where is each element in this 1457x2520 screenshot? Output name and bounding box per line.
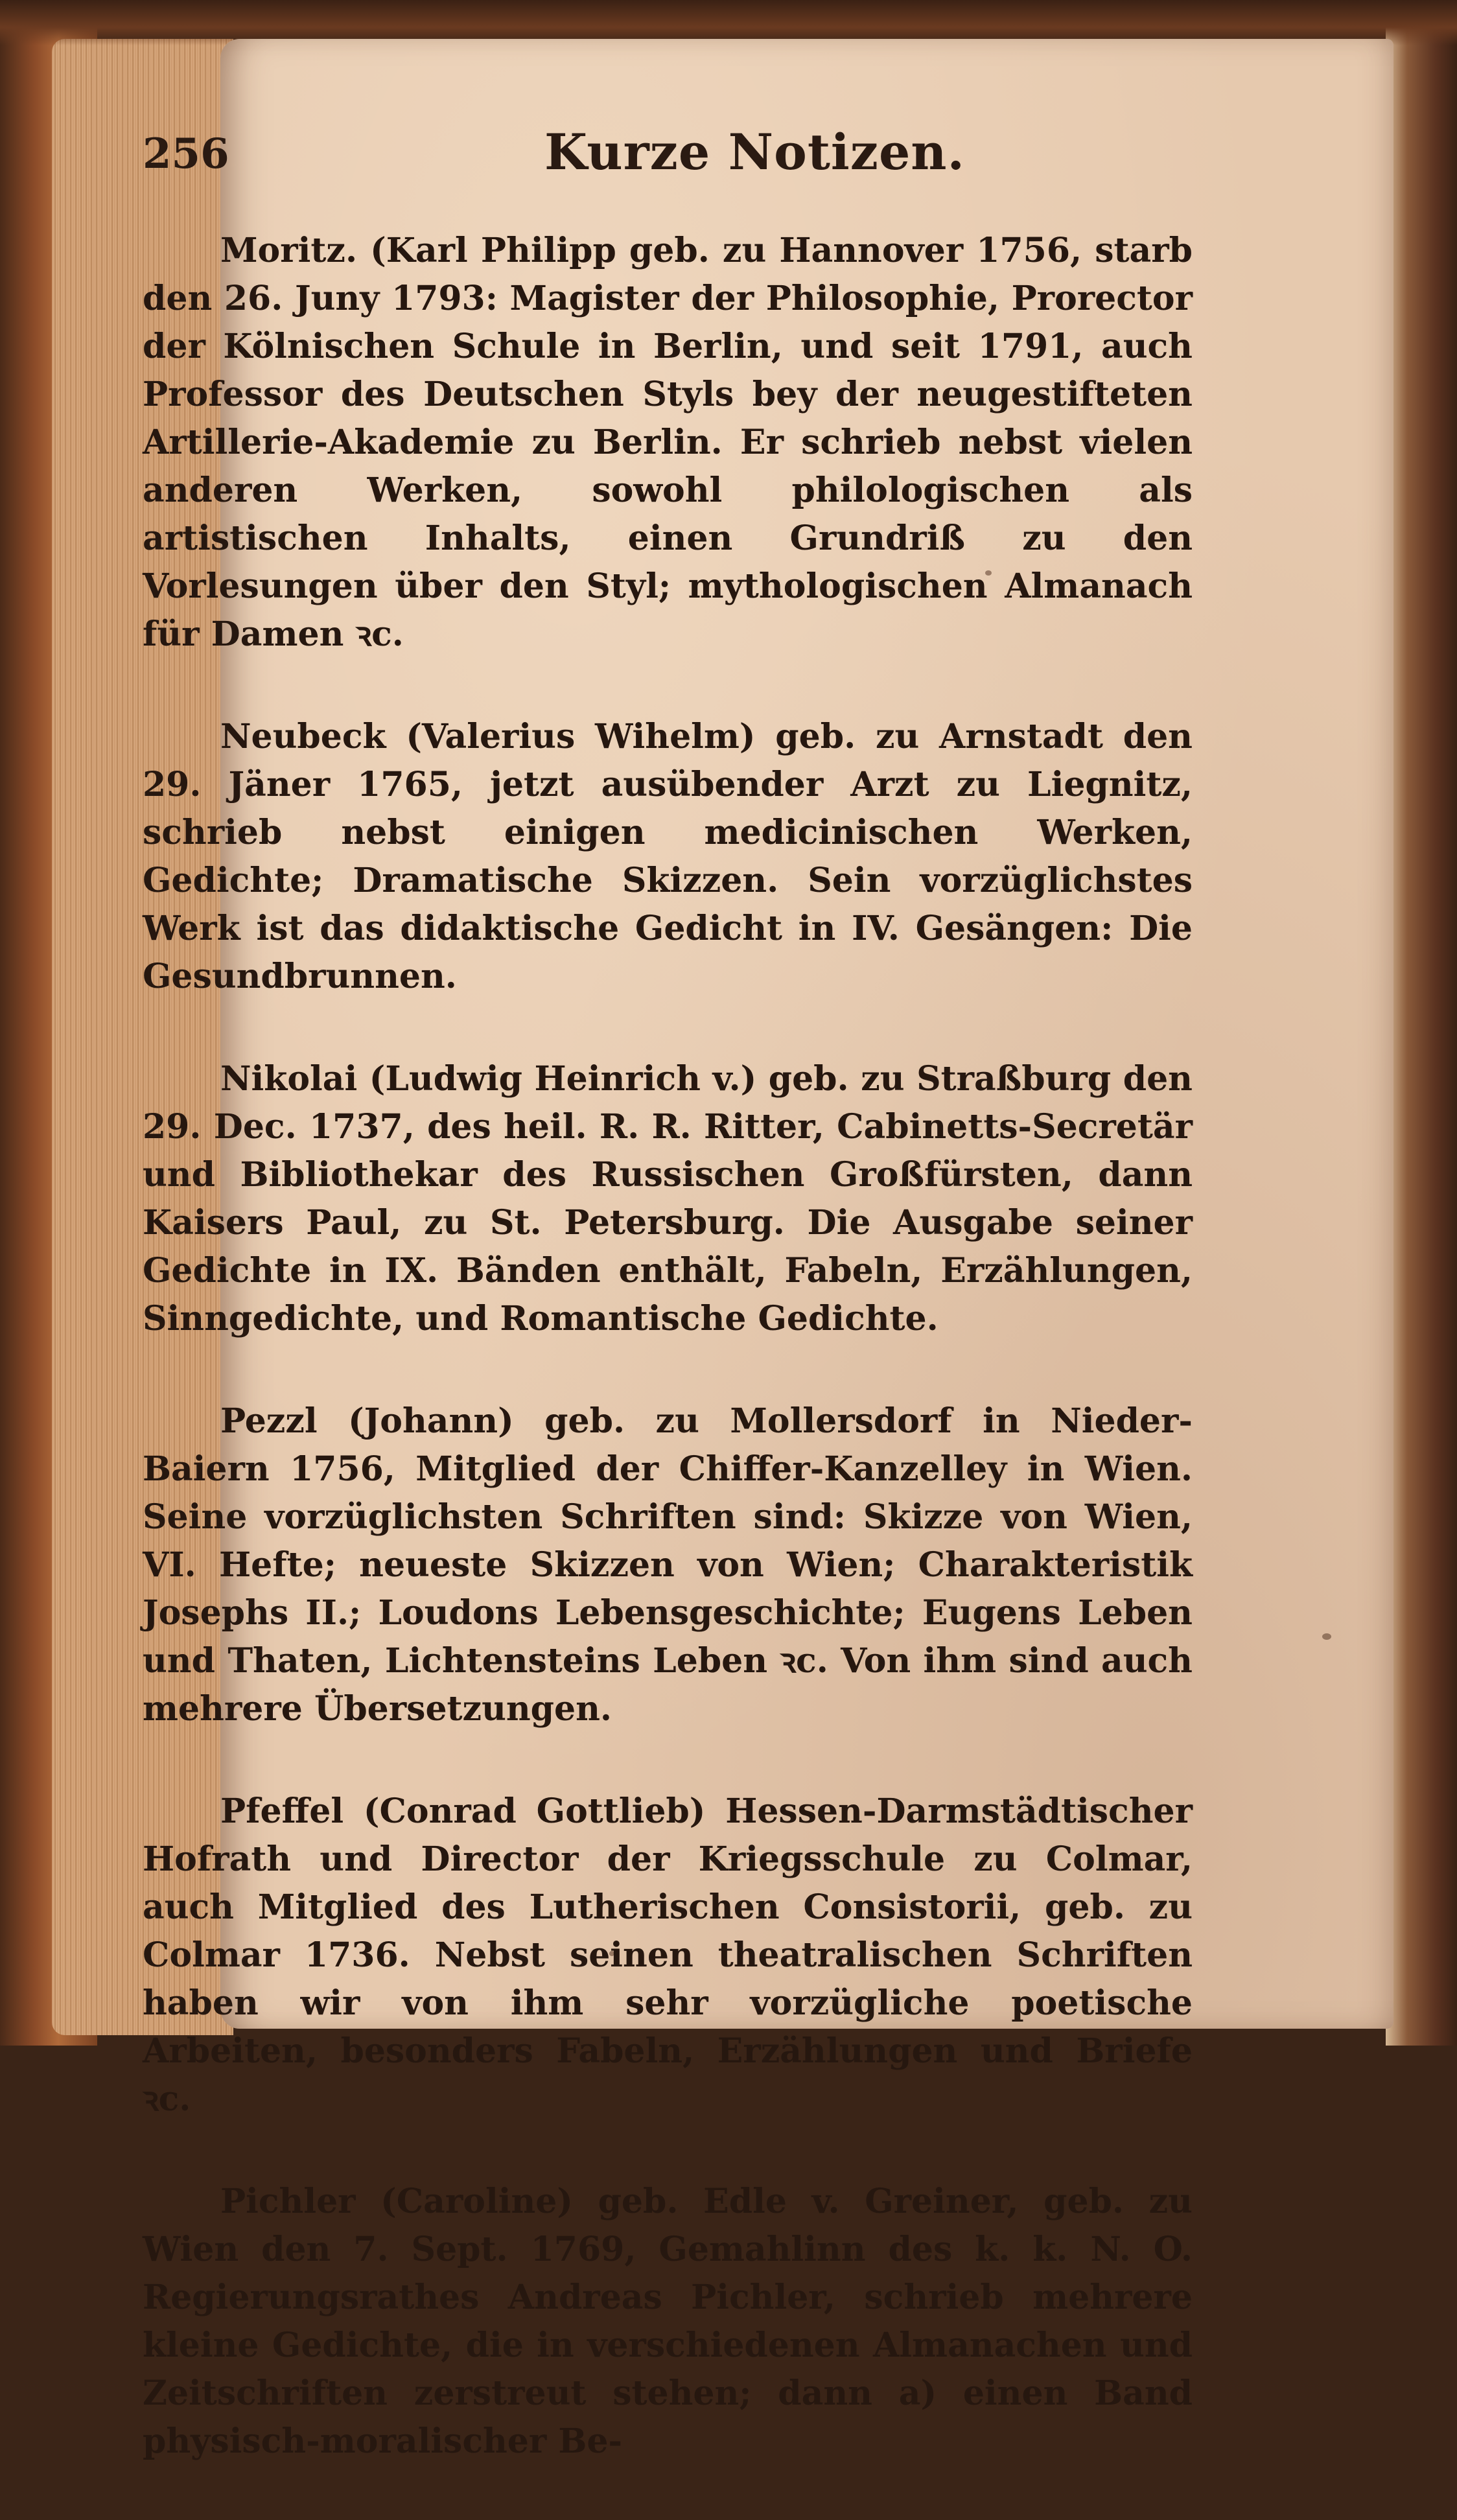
entry-text: Nikolai (Ludwig Heinrich v.) geb. zu Straßburg den 29. Dec. 1737, des heil. R. R. Ritter, Cabinetts-Secretär und Bibliothekar des Russischen Großfürsten, dann Kaisers Paul, zu St. Petersburg. Die Ausgabe seiner Gedichte in IX. Bänden enthält, Fabeln, Erzählungen, Sinngedichte, und Romantische Gedichte.	[143, 1059, 1193, 1338]
entry-text: Moritz. (Karl Philipp geb. zu Hannover 1756, starb den 26. Juny 1793: Magister der Philosophie, Prorector der Kölnischen Schule in Berlin, und seit 1791, auch Professor des Deutschen Styls bey der neugestifteten Artillerie-Akademie zu Berlin. Er schrieb nebst vielen anderen Werken, sowohl philologischen als artistischen Inhalts, einen Grundriß zu den Vorlesungen über den Styl; mythologischen Almanach für Damen ꝛc.	[143, 231, 1193, 654]
entry-moritz	[143, 227, 1193, 659]
entry-text: Neubeck (Valerius Wihelm) geb. zu Arnstadt den 29. Jäner 1765, jetzt ausübender Arzt zu Liegnitz, schrieb nebst einigen medicinischen Werken, Gedichte; Dramatische Skizzen. Sein vorzüglichstes Werk ist das didaktische Gedicht in IV. Gesängen: Die Gesundbrunnen.	[143, 717, 1193, 996]
entry-nikolai	[143, 1055, 1193, 1343]
book-cover-right	[1386, 0, 1457, 2046]
entry-text: Pichler (Caroline) geb. Edle v. Greiner, geb. zu Wien den 7. Sept. 1769, Gemahlinn des k. k. N. O. Regierungsrathes Andreas Pichler, schrieb mehrere kleine Gedichte, die in verschiedenen Almanachen und Zeitschriften zerstreut stehen; dann a) einen Band physisch-moralischer Be-	[143, 2182, 1193, 2461]
entry-text: Pezzl (Johann) geb. zu Mollersdorf in Nieder-Baiern 1756, Mitglied der Chiffer-Kanzelley in Wien. Seine vorzüglichsten Schriften sind: Skizze von Wien, VI. Hefte; neueste Skizzen von Wien; Charakteristik Josephs II.; Loudons Lebensgeschichte; Eugens Leben und Thaten, Lichtensteins Leben ꝛc. Von ihm sind auch mehrere Übersetzungen.	[143, 1401, 1193, 1729]
page-number: 256	[143, 130, 229, 178]
entry-pezzl	[143, 1397, 1193, 1733]
paper-speck	[1322, 1633, 1331, 1640]
entry-pfeffel	[143, 1788, 1193, 2123]
entry-pichler	[143, 2178, 1193, 2466]
entry-neubeck	[143, 713, 1193, 1001]
entries-list	[143, 227, 1193, 2520]
running-head	[143, 117, 1167, 201]
entry-text: Pfeffel (Conrad Gottlieb) Hessen-Darmstädtischer Hofrath und Director der Kriegsschule zu Colmar, auch Mitglied des Lutherischen Consistorii, geb. zu Colmar 1736. Nebst seinen theatralischen Schriften haben wir von ihm sehr vorzügliche poetische Arbeiten, besonders Fabeln, Erzählungen und Briefe ꝛc.	[143, 1791, 1193, 2119]
page-header-title: Kurze Notizen.	[544, 123, 966, 181]
